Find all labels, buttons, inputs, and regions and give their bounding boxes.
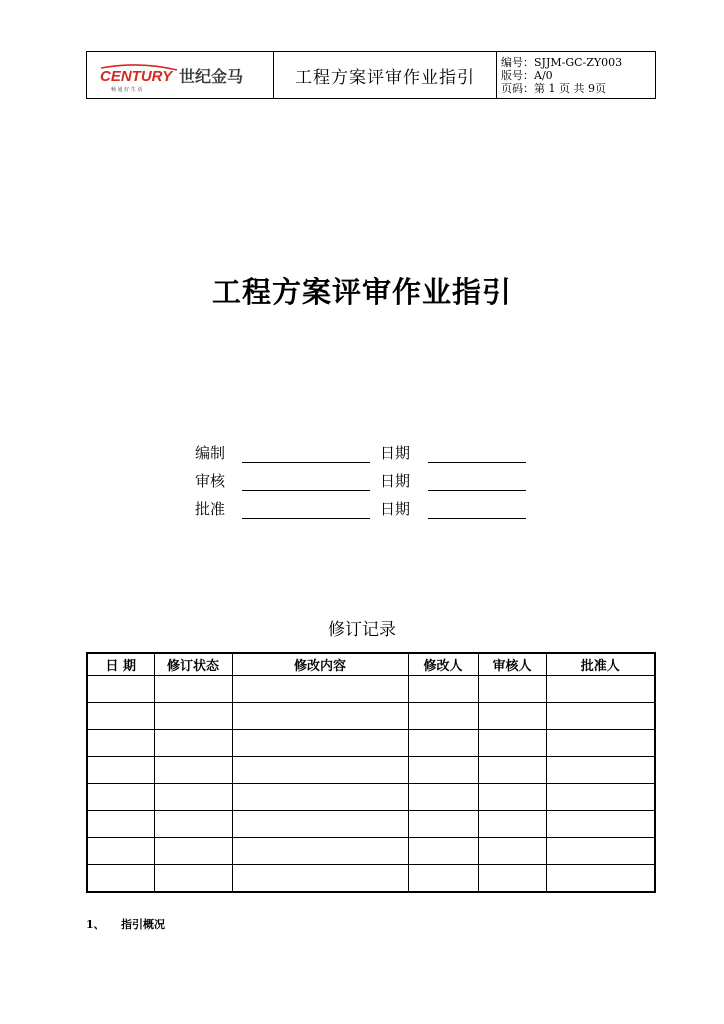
table-cell[interactable] (408, 838, 478, 865)
table-row (87, 784, 655, 811)
table-row (87, 730, 655, 757)
century-logo-icon (99, 62, 261, 92)
revision-table-body (87, 676, 655, 893)
table-cell[interactable] (408, 676, 478, 703)
table-cell[interactable] (546, 757, 655, 784)
signature-line[interactable] (242, 462, 370, 463)
signoff-label: 编制 (195, 444, 226, 462)
table-row (87, 811, 655, 838)
document-header (86, 51, 656, 99)
table-row (87, 676, 655, 703)
table-cell[interactable] (87, 757, 154, 784)
table-cell[interactable] (546, 784, 655, 811)
table-cell[interactable] (232, 865, 408, 893)
table-cell[interactable] (546, 838, 655, 865)
table-cell[interactable] (232, 838, 408, 865)
table-cell[interactable] (546, 676, 655, 703)
date-label: 日期 (380, 472, 411, 490)
table-cell[interactable] (478, 811, 546, 838)
table-cell[interactable] (87, 838, 154, 865)
table-cell[interactable] (232, 757, 408, 784)
page-number: 页码：第 1 页 共 9页 (501, 82, 606, 95)
doc-code: 编号：SJJM-GC-ZY003 (501, 56, 623, 69)
document-title: 工程方案评审作业指引 (211, 275, 512, 309)
section-number: 1、 (86, 918, 105, 931)
table-cell[interactable] (408, 811, 478, 838)
col-header-status: 修订状态 (154, 653, 232, 676)
table-cell[interactable] (478, 730, 546, 757)
table-cell[interactable] (154, 676, 232, 703)
signature-line[interactable] (242, 490, 370, 491)
col-header-modifier: 修改人 (408, 653, 478, 676)
table-cell[interactable] (232, 730, 408, 757)
table-cell[interactable] (408, 865, 478, 893)
table-row (87, 703, 655, 730)
table-cell[interactable] (546, 703, 655, 730)
table-cell[interactable] (232, 676, 408, 703)
table-cell[interactable] (408, 784, 478, 811)
col-header-date: 日 期 (87, 653, 154, 676)
revision-record-title: 修订记录 (328, 620, 396, 640)
table-cell[interactable] (154, 703, 232, 730)
table-cell[interactable] (232, 784, 408, 811)
table-cell[interactable] (87, 784, 154, 811)
table-cell[interactable] (154, 730, 232, 757)
table-cell[interactable] (478, 676, 546, 703)
table-cell[interactable] (154, 838, 232, 865)
revision-table (86, 652, 656, 893)
table-cell[interactable] (232, 811, 408, 838)
table-cell[interactable] (478, 838, 546, 865)
table-cell[interactable] (154, 811, 232, 838)
date-label: 日期 (380, 444, 411, 462)
date-line[interactable] (428, 490, 526, 491)
table-cell[interactable] (408, 703, 478, 730)
table-row (87, 838, 655, 865)
table-cell[interactable] (87, 703, 154, 730)
header-logo-cell (87, 52, 274, 98)
table-cell[interactable] (408, 730, 478, 757)
table-cell[interactable] (87, 676, 154, 703)
table-cell[interactable] (546, 730, 655, 757)
col-header-approver: 批准人 (546, 653, 655, 676)
section-heading (86, 916, 165, 932)
table-cell[interactable] (232, 703, 408, 730)
header-info (497, 52, 655, 98)
col-header-reviewer: 审核人 (478, 653, 546, 676)
table-cell[interactable] (154, 757, 232, 784)
col-header-content: 修改内容 (232, 653, 408, 676)
logo-slogan: 畅 通 好 生 活 (111, 87, 143, 92)
doc-version: 版号：A/0 (501, 69, 553, 82)
signature-line[interactable] (242, 518, 370, 519)
table-cell[interactable] (87, 811, 154, 838)
table-cell[interactable] (154, 784, 232, 811)
table-cell[interactable] (478, 703, 546, 730)
date-line[interactable] (428, 462, 526, 463)
signoff-label: 审核 (195, 472, 226, 490)
table-cell[interactable] (546, 811, 655, 838)
table-row (87, 757, 655, 784)
table-cell[interactable] (408, 757, 478, 784)
table-cell[interactable] (546, 865, 655, 893)
table-cell[interactable] (478, 784, 546, 811)
date-label: 日期 (380, 500, 411, 518)
date-line[interactable] (428, 518, 526, 519)
table-cell[interactable] (87, 865, 154, 893)
table-cell[interactable] (478, 865, 546, 893)
header-title: 工程方案评审作业指引 (274, 52, 497, 98)
table-row (87, 865, 655, 893)
table-cell[interactable] (478, 757, 546, 784)
section-title: 指引概况 (121, 918, 165, 931)
revision-table-header (87, 653, 655, 676)
table-cell[interactable] (154, 865, 232, 893)
logo-text-cn: 世纪金马 (179, 67, 244, 86)
logo-text-en: CENTURY (100, 68, 173, 85)
company-logo (99, 62, 261, 92)
signoff-label: 批准 (195, 500, 226, 518)
table-cell[interactable] (87, 730, 154, 757)
